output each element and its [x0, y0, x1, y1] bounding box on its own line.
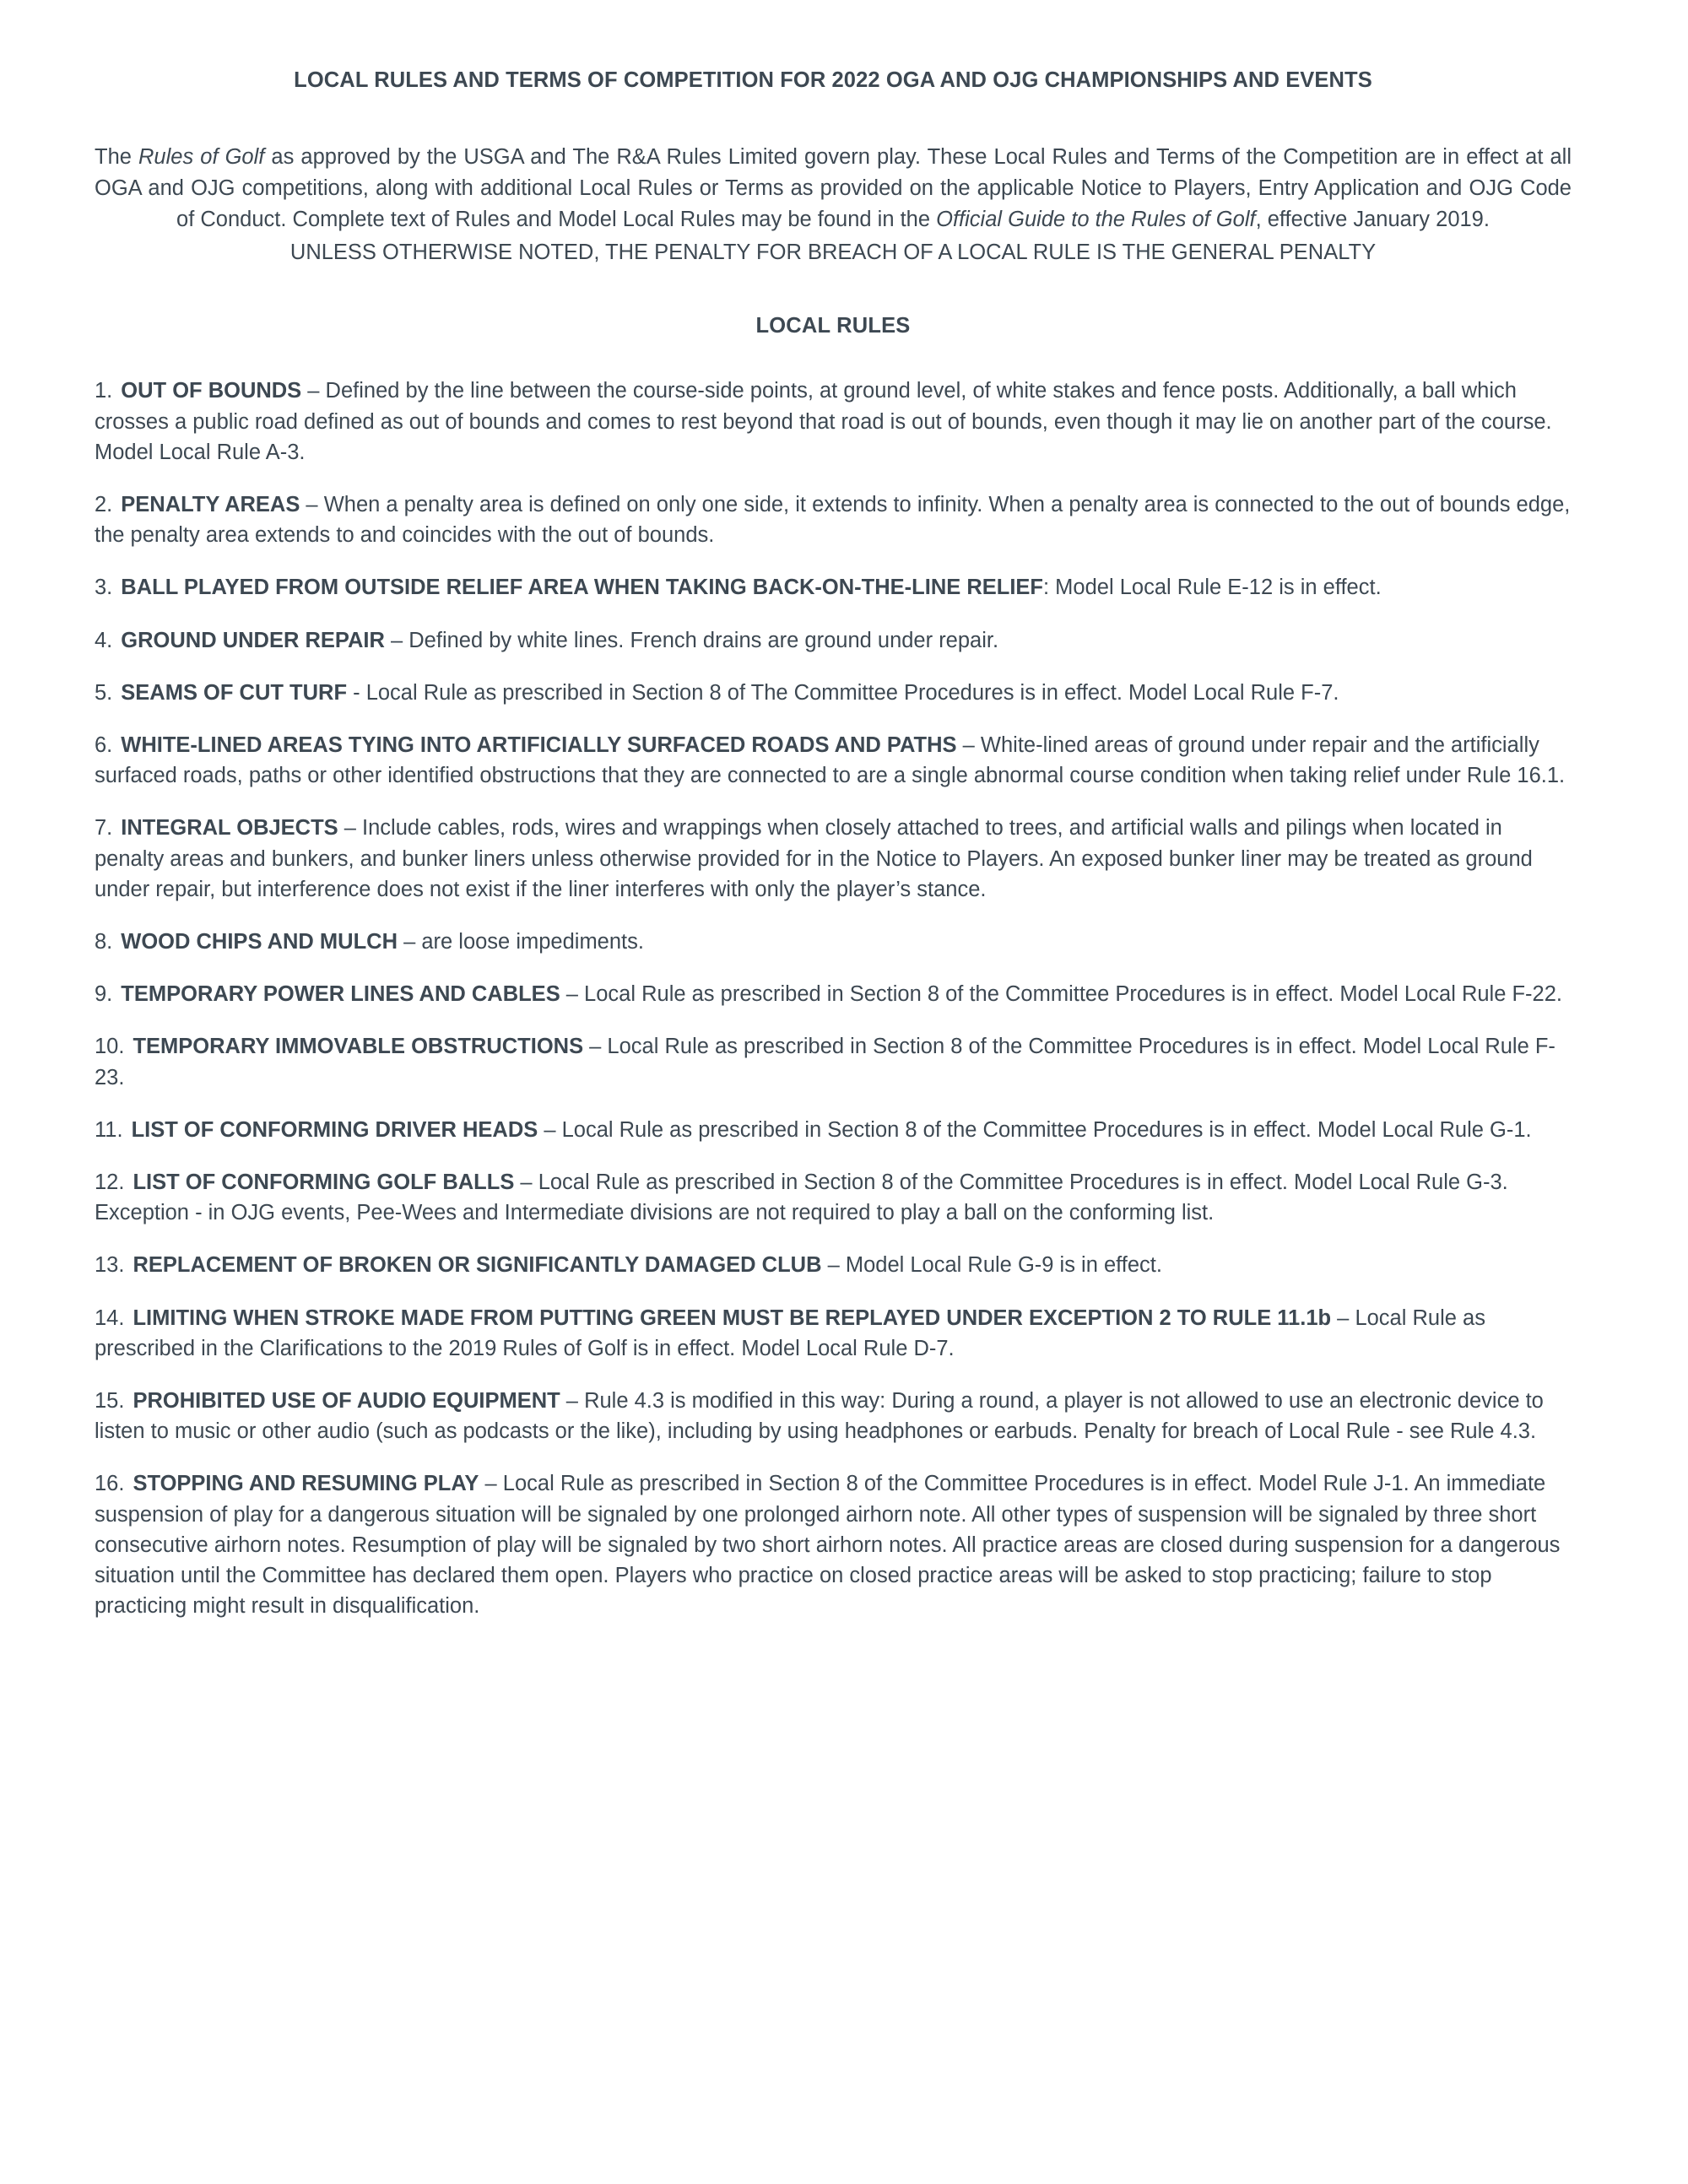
rule-title: INTEGRAL OBJECTS — [121, 816, 338, 841]
rule-title: PENALTY AREAS — [121, 492, 300, 516]
rule-number: 6. — [95, 733, 113, 757]
rule-item — [95, 1115, 1572, 1145]
intro-italic-official-guide: Official Guide to the Rules of Golf — [936, 208, 1256, 232]
rule-item — [95, 678, 1572, 708]
section-heading-local-rules: LOCAL RULES — [755, 314, 911, 338]
rule-number: 2. — [95, 492, 113, 516]
rule-item — [95, 625, 1572, 656]
rule-number: 10. — [95, 1035, 125, 1059]
rule-number: 14. — [95, 1306, 125, 1330]
rule-body: – Local Rule as prescribed in Section 8 of the Committee Procedures is in effect. Model Local Rule F-22. — [560, 982, 1562, 1007]
rule-item — [95, 730, 1572, 791]
rule-number: 8. — [95, 929, 113, 954]
page-title: LOCAL RULES AND TERMS OF COMPETITION FOR 2022 OGA AND OJG CHAMPIONSHIPS AND EVENTS — [294, 68, 1372, 92]
rule-body: – Include cables, rods, wires and wrappings when closely attached to trees, and artificial walls and pilings when located in penalty areas and bunkers, and bunker liners unless otherwise provided for in the Notice to Players. An exposed bunker liner may be treated as ground under repair, but interference does not exist if the liner interferes with only the player’s stance. — [95, 816, 1533, 901]
rule-title: STOPPING AND RESUMING PLAY — [133, 1472, 479, 1496]
rule-number: 13. — [95, 1253, 125, 1278]
rule-number: 9. — [95, 982, 113, 1007]
rule-body: – Local Rule as prescribed in Section 8 of the Committee Procedures is in effect. Model Rule J-1. An immediate suspension of play for a dangerous situation will be signaled by one prolonged airhorn note. All other types of suspension will be signaled by three short consecutive airhorn notes. Resumption of play will be signaled by two short airhorn notes. All practice areas are closed during suspension for a dangerous situation until the Committee has declared them open. Players who practice on closed practice areas will be asked to stop practicing; failure to stop practicing might result in disqualification. — [95, 1472, 1561, 1619]
rule-number: 1. — [95, 379, 113, 403]
rule-title: OUT OF BOUNDS — [121, 379, 302, 403]
rule-number: 5. — [95, 680, 113, 705]
rule-number: 4. — [95, 628, 113, 652]
rule-item — [95, 1031, 1572, 1092]
rule-body: – Local Rule as prescribed in Section 8 of the Committee Procedures is in effect. Model Local Rule G-1. — [538, 1117, 1532, 1142]
rule-title: PROHIBITED USE OF AUDIO EQUIPMENT — [133, 1388, 560, 1413]
rule-number: 15. — [95, 1388, 125, 1413]
rule-number: 3. — [95, 576, 113, 600]
intro-italic-rules-of-golf: Rules of Golf — [138, 145, 265, 170]
rule-item — [95, 1468, 1572, 1621]
rule-item — [95, 1250, 1572, 1280]
rule-body: – Defined by white lines. French drains are ground under repair. — [384, 628, 999, 652]
intro-penalty-note: UNLESS OTHERWISE NOTED, THE PENALTY FOR BREACH OF A LOCAL RULE IS THE GENERAL PENALTY — [289, 241, 1377, 265]
intro-part-3: , effective January 2019. — [1255, 208, 1490, 232]
rule-body: : Model Local Rule E-12 is in effect. — [1043, 576, 1382, 600]
rule-item — [95, 489, 1572, 550]
rule-title: TEMPORARY IMMOVABLE OBSTRUCTIONS — [133, 1035, 584, 1059]
rule-body: – When a penalty area is defined on only one side, it extends to infinity. When a penalty area is connected to the out of bounds edge, the penalty area extends to and coincides with the out of bounds. — [95, 492, 1571, 548]
rule-body: – Local Rule as prescribed in Section 8 of the Committee Procedures is in effect. Model Local Rule F-23. — [95, 1035, 1555, 1089]
rule-title: WOOD CHIPS AND MULCH — [121, 929, 398, 954]
rule-title: LIST OF CONFORMING DRIVER HEADS — [131, 1117, 538, 1142]
intro-part-1: The — [95, 145, 139, 170]
rule-number: 16. — [95, 1472, 125, 1496]
rule-item — [95, 1303, 1572, 1364]
intro-text — [95, 142, 1572, 235]
rule-item — [95, 572, 1572, 603]
rule-title: TEMPORARY POWER LINES AND CABLES — [121, 982, 560, 1007]
rule-title: LIST OF CONFORMING GOLF BALLS — [133, 1170, 515, 1194]
rule-body: – White-lined areas of ground under repair and the artificially surfaced roads, paths or other identified obstructions that they are connected to are a single abnormal course condition when taking relief under Rule 16.1. — [95, 733, 1566, 788]
rule-title: GROUND UNDER REPAIR — [121, 628, 385, 652]
local-rules-list — [95, 376, 1572, 1621]
rule-body: – Rule 4.3 is modified in this way: During a round, a player is not allowed to use an electronic device to listen to music or other audio (such as podcasts or the like), including by using headphones or earbuds. Penalty for breach of Local Rule - see Rule 4.3. — [95, 1388, 1544, 1444]
rule-title: BALL PLAYED FROM OUTSIDE RELIEF AREA WHEN TAKING BACK-ON-THE-LINE RELIEF — [121, 576, 1043, 600]
intro-part-2: as approved by the USGA and The R&A Rules Limited govern play. These Local Rules and Terms of the Competition are in effect at all OGA and OJG competitions, along with additional Local Rules or Terms as provided on the applicable Notice to Players, Entry Application and OJG Code of Conduct. Complete text of Rules and Model Local Rules may be found in the — [95, 145, 1572, 232]
rule-item — [95, 1167, 1572, 1228]
intro-paragraph — [95, 142, 1572, 268]
rule-title: WHITE-LINED AREAS TYING INTO ARTIFICIALLY SURFACED ROADS AND PATHS — [121, 733, 957, 757]
rule-body: – Defined by the line between the course-side points, at ground level, of white stakes and fence posts. Additionally, a ball which crosses a public road defined as out of bounds and comes to rest beyond that road is out of bounds, even though it may lie on another part of the course. Model Local Rule A-3. — [95, 379, 1552, 464]
rule-body: – Local Rule as prescribed in the Clarifications to the 2019 Rules of Golf is in effect. Model Local Rule D-7. — [95, 1306, 1485, 1360]
rule-title: LIMITING WHEN STROKE MADE FROM PUTTING GREEN MUST BE REPLAYED UNDER EXCEPTION 2 TO RULE 11.1b — [133, 1306, 1332, 1330]
rule-item — [95, 813, 1572, 905]
rule-body: – Model Local Rule G-9 is in effect. — [821, 1253, 1162, 1278]
rule-item — [95, 1386, 1572, 1446]
rule-number: 7. — [95, 816, 113, 841]
rule-body: – Local Rule as prescribed in Section 8 of the Committee Procedures is in effect. Model Local Rule G-3. Exception - in OJG events, Pee-Wees and Intermediate divisions are not required to play a ball on the conforming list. — [95, 1170, 1508, 1225]
rule-body: - Local Rule as prescribed in Section 8 of The Committee Procedures is in effect. Model Local Rule F-7. — [347, 680, 1339, 705]
rule-item — [95, 376, 1572, 468]
rule-number: 12. — [95, 1170, 125, 1194]
rule-title: REPLACEMENT OF BROKEN OR SIGNIFICANTLY DAMAGED CLUB — [133, 1253, 822, 1278]
rule-item — [95, 927, 1572, 957]
rule-title: SEAMS OF CUT TURF — [121, 680, 348, 705]
rule-item — [95, 979, 1572, 1009]
rule-body: – are loose impediments. — [397, 929, 644, 954]
rule-number: 11. — [95, 1117, 123, 1142]
